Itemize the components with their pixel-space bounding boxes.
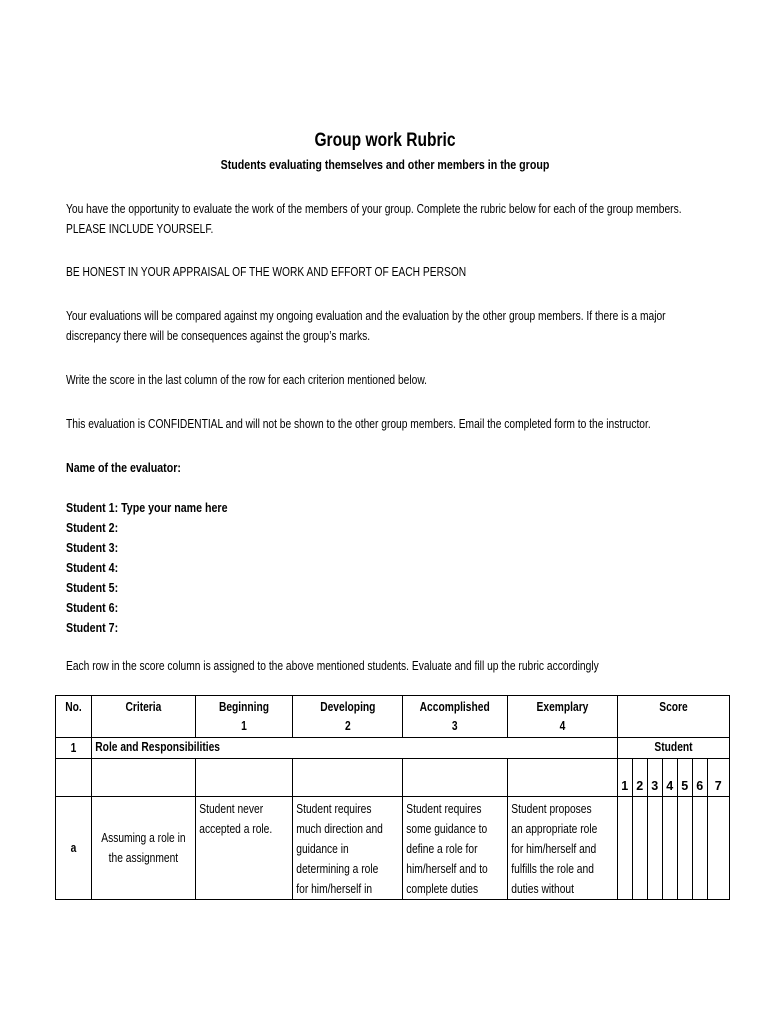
student-number-cell (632, 759, 647, 797)
intro-line-1: You have the opportunity to evaluate the work of the members of your group. Complete the rubric below for each of the group members. (66, 202, 682, 216)
student-number-cell (707, 759, 729, 797)
score-input-cell[interactable] (617, 797, 632, 900)
document-title: Group work Rubric (314, 130, 456, 151)
header-score (617, 696, 729, 738)
row-a-exemplary-line: for him/herself and (511, 842, 596, 856)
student-number-4: 4 (666, 779, 674, 793)
header-accomplished (403, 696, 507, 738)
confidential-note: This evaluation is CONFIDENTIAL and will not be shown to the other group members. Email the completed form to the instructor. (66, 417, 651, 431)
header-beginning-label: Beginning (218, 700, 269, 714)
row-a-criteria-cell (92, 797, 196, 900)
compare-line-1: Your evaluations will be compared against my ongoing evaluation and the evaluation by the other group members. If there is a major (66, 309, 666, 323)
student-number-cell (662, 759, 677, 797)
honest-note: BE HONEST IN YOUR APPRAISAL OF THE WORK AND EFFORT OF EACH PERSON (66, 265, 467, 279)
student-number-5: 5 (681, 779, 689, 793)
header-beginning (195, 696, 292, 738)
header-row (56, 696, 730, 738)
score-input-cell[interactable] (677, 797, 692, 900)
row-a-accomplished-line: complete duties (406, 882, 479, 896)
student-entry-4[interactable]: Student 4: (66, 560, 119, 575)
assign-note: Each row in the score column is assigned to the above mentioned students. Evaluate and fill up the rubric accordingly (66, 659, 599, 673)
write-score-note: Write the score in the last column of the row for each criterion mentioned below. (66, 373, 428, 387)
row-a-no: a (70, 841, 77, 855)
score-input-cell[interactable] (662, 797, 677, 900)
header-exemplary-label: Exemplary (536, 700, 589, 714)
document-subtitle: Students evaluating themselves and other members in the group (220, 157, 550, 172)
student-label: Student (654, 740, 693, 754)
row-a-criteria-line: the assignment (108, 851, 179, 865)
student-list (66, 498, 228, 638)
rubric-table (55, 695, 730, 900)
empty-cell (403, 759, 507, 797)
section-title: Role and Responsibilities (95, 740, 221, 754)
header-criteria (92, 696, 196, 738)
row-a-beginning-cell (195, 797, 292, 900)
header-accomplished-label: Accomplished (420, 700, 491, 714)
student-number-6: 6 (696, 779, 704, 793)
row-a-developing-line: much direction and (296, 822, 383, 836)
row-a-developing-line: for him/herself in (296, 882, 372, 896)
row-a-accomplished-line: some guidance to (406, 822, 488, 836)
row-a-accomplished-line: Student requires (406, 802, 482, 816)
student-entry-3[interactable]: Student 3: (66, 540, 119, 555)
student-number-cell (647, 759, 662, 797)
row-a-developing-line: determining a role (296, 862, 379, 876)
row-a-developing-cell (292, 797, 403, 900)
row-a-exemplary-cell (507, 797, 617, 900)
section-title-cell (92, 738, 618, 759)
row-a-exemplary-line: Student proposes (511, 802, 592, 816)
header-developing-label: Developing (320, 700, 376, 714)
section-no-cell (56, 738, 92, 759)
header-no (56, 696, 92, 738)
header-accomplished-score: 3 (452, 719, 458, 733)
section-no: 1 (70, 741, 77, 755)
header-developing (292, 696, 403, 738)
header-no-label: No. (65, 700, 82, 714)
row-a-developing-line: Student requires (296, 802, 372, 816)
student-entry-2[interactable]: Student 2: (66, 520, 119, 535)
empty-cell (507, 759, 617, 797)
empty-cell (292, 759, 403, 797)
empty-cell (195, 759, 292, 797)
student-label-cell (617, 738, 729, 759)
header-developing-score: 2 (344, 719, 351, 733)
header-exemplary (507, 696, 617, 738)
score-input-cell[interactable] (707, 797, 729, 900)
row-a-exemplary-line: fulfills the role and (511, 862, 594, 876)
evaluator-label: Name of the evaluator: (66, 460, 181, 475)
row-a-beginning-line: accepted a role. (199, 822, 273, 836)
row-a-accomplished-line: define a role for (406, 842, 478, 856)
header-beginning-score: 1 (240, 719, 247, 733)
row-a-criteria-line: Assuming a role in (101, 831, 186, 845)
student-entry-7[interactable]: Student 7: (66, 620, 119, 635)
header-criteria-label: Criteria (125, 700, 162, 714)
student-number-2: 2 (636, 779, 644, 793)
row-a-no-cell (56, 797, 92, 900)
student-number-row (56, 759, 730, 797)
row-a-beginning-line: Student never (199, 802, 263, 816)
empty-cell (56, 759, 92, 797)
student-number-3: 3 (651, 779, 659, 793)
compare-line-2: discrepancy there will be consequences against the group’s marks. (66, 329, 371, 343)
row-a-accomplished-cell (403, 797, 507, 900)
empty-cell (92, 759, 196, 797)
row-a-accomplished-line: him/herself and to (406, 862, 489, 876)
row-a-exemplary-line: duties without (511, 882, 574, 896)
student-number-1: 1 (621, 779, 629, 793)
student-number-cell (617, 759, 632, 797)
section-row (56, 738, 730, 759)
score-input-cell[interactable] (692, 797, 707, 900)
student-entry-1[interactable]: Student 1: Type your name here (66, 500, 228, 515)
header-exemplary-score: 4 (559, 719, 566, 733)
student-number-7: 7 (714, 779, 722, 793)
student-entry-6[interactable]: Student 6: (66, 600, 119, 615)
student-entry-5[interactable]: Student 5: (66, 580, 119, 595)
header-score-label: Score (659, 700, 688, 714)
table-row (56, 797, 730, 900)
score-input-cell[interactable] (647, 797, 662, 900)
row-a-exemplary-line: an appropriate role (511, 822, 598, 836)
student-number-cell (677, 759, 692, 797)
student-number-cell (692, 759, 707, 797)
intro-line-2: PLEASE INCLUDE YOURSELF. (66, 222, 214, 236)
row-a-developing-line: guidance in (296, 842, 349, 856)
score-input-cell[interactable] (632, 797, 647, 900)
